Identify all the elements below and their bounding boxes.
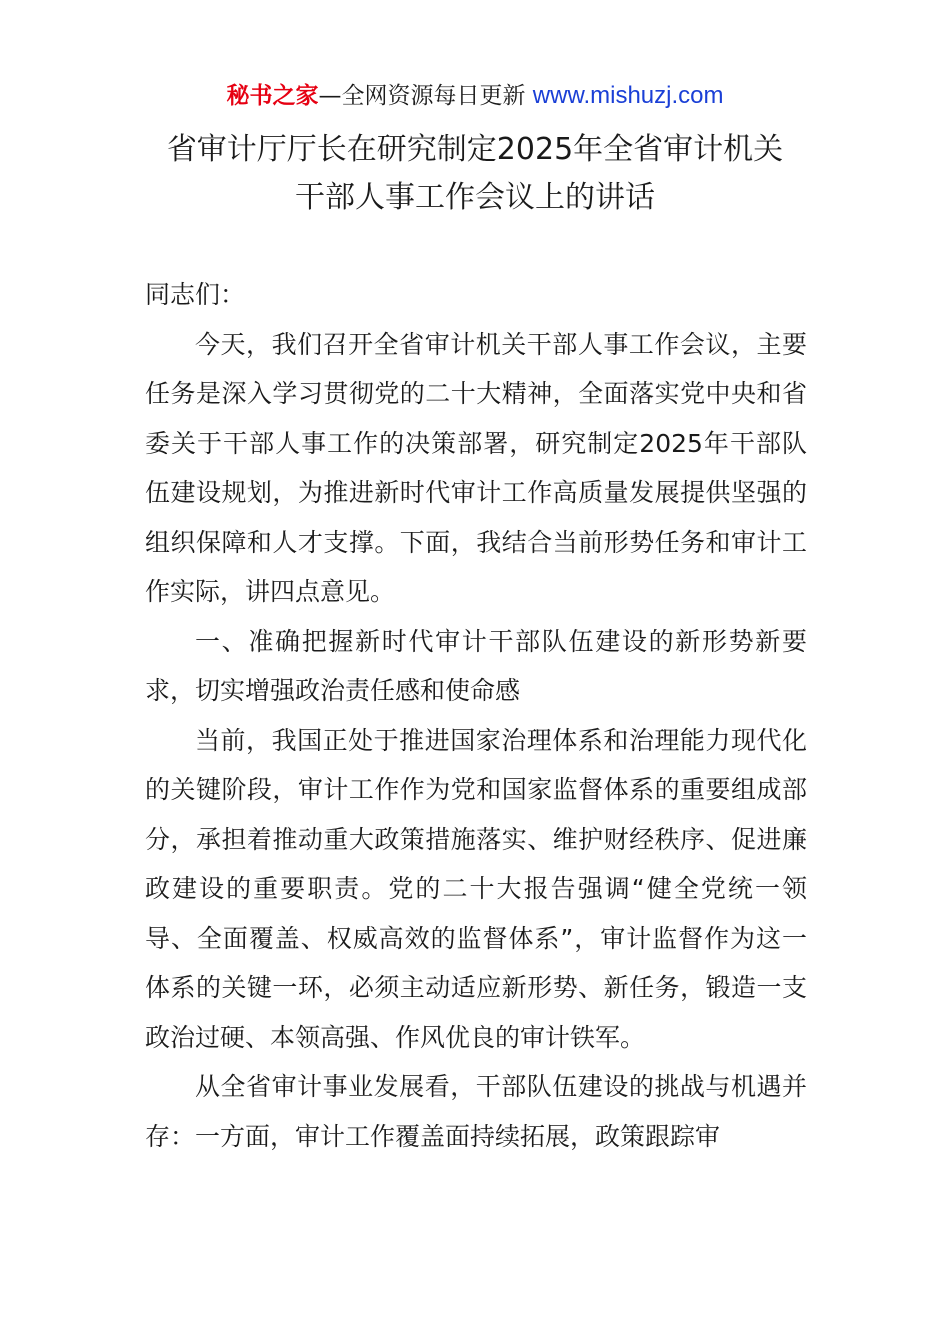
paragraph: 今天，我们召开全省审计机关干部人事工作会议，主要任务是深入学习贯彻党的二十大精神，全面落实党中央和省委关于干部人事工作的决策部署，研究制定2025年干部队伍建设规划，为推进新时代审计工作高质量发展提供坚强的组织保障和人才支撑。下面，我结合当前形势任务和审计工作实际，讲四点意见。 [145,329,807,606]
paragraph: 当前，我国正处于推进国家治理体系和治理能力现代化的关键阶段，审计工作作为党和国家监督体系的重要组成部分，承担着推动重大政策措施落实、维护财经秩序、促进廉政建设的重要职责。党的二十大报告强调“健全党统一领导、全面覆盖、权威高效的监督体系”，审计监督作为这一体系的关键一环，必须主动适应新形势、新任务，锻造一支政治过硬、本领高强、作风优良的审计铁军。 [145,725,807,1052]
salutation: 同志们： [145,280,246,309]
title-line-2: 干部人事工作会议上的讲话 [295,180,655,215]
brand-name: 秘书之家 [226,83,319,109]
title-line-1: 省审计厅厅长在研究制定2025年全省审计机关 [166,132,784,167]
site-url-link[interactable]: www.mishuzj.com [532,82,724,109]
section-heading: 一、准确把握新时代审计干部队伍建设的新形势新要求，切实增强政治责任感和使命感 [145,626,807,705]
document-title [140,126,810,222]
document-body [145,270,807,1161]
site-header [0,80,950,112]
paragraph: 从全省审计事业发展看，干部队伍建设的挑战与机遇并存：一方面，审计工作覆盖面持续拓展，政策跟踪审 [145,1072,807,1151]
header-tagline: —全网资源每日更新 [318,83,526,109]
